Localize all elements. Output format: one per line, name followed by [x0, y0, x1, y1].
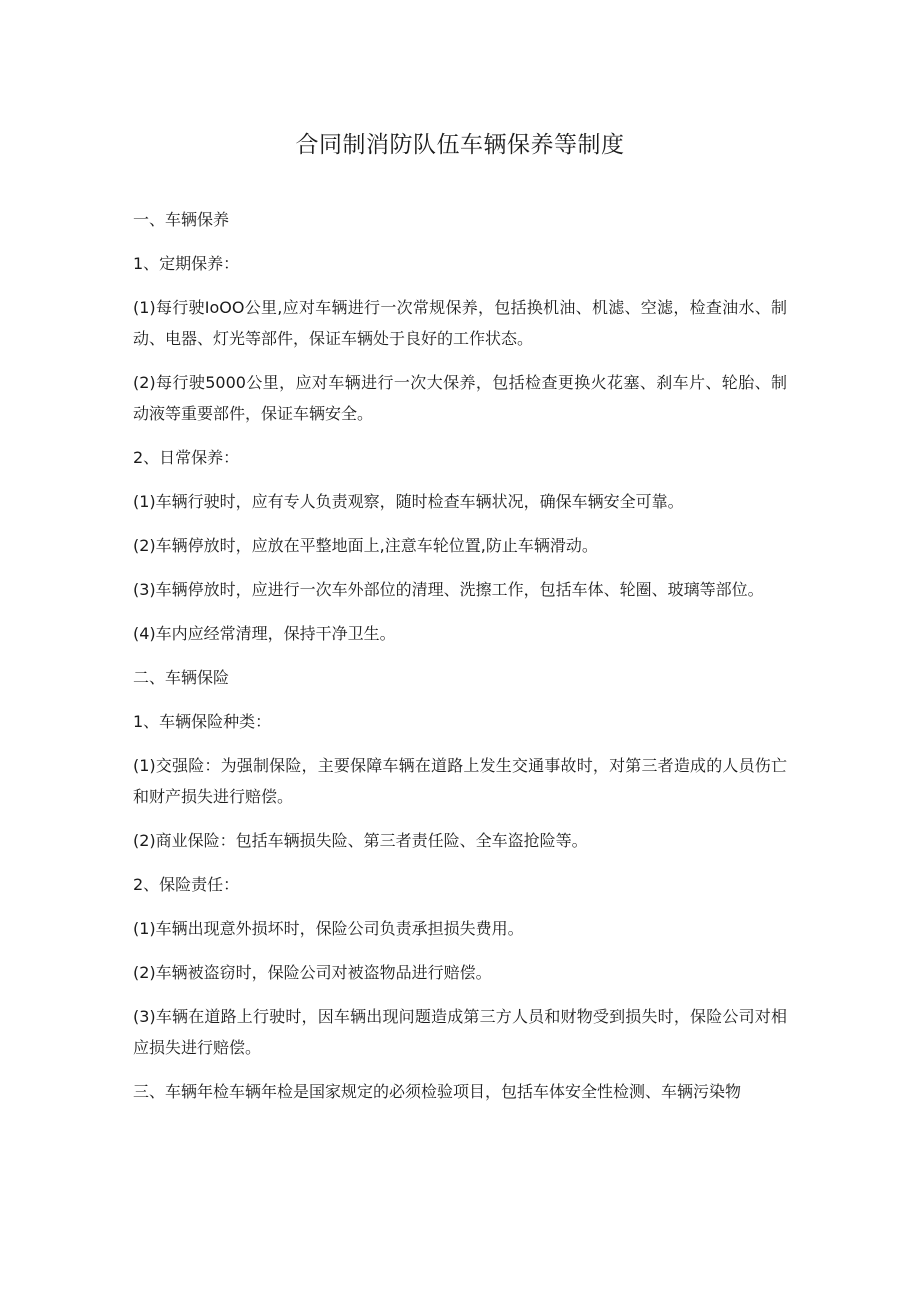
paragraph: (1)车辆出现意外损坏时，保险公司负责承担损失费用。: [133, 919, 524, 938]
paragraph: (3)车辆在道路上行驶时，因车辆出现问题造成第三方人员和财物受到损失时，保险公司对相应损失进行赔偿。: [133, 1007, 787, 1057]
paragraph: (3)车辆停放时，应进行一次车外部位的清理、洗擦工作，包括车体、轮圈、玻璃等部位。: [133, 580, 764, 599]
paragraph: (2)车辆被盗窃时，保险公司对被盗物品进行赔偿。: [133, 963, 492, 982]
paragraph: (1)每行驶IoOO公里,应对车辆进行一次常规保养，包括换机油、机滤、空滤，检查油水、制动、电器、灯光等部件，保证车辆处于良好的工作状态。: [133, 298, 787, 348]
paragraph: (1)交强险：为强制保险，主要保障车辆在道路上发生交通事故时，对第三者造成的人员伤亡和财产损失进行赔偿。: [133, 756, 787, 806]
subheading-regular-maintenance: 1、定期保养：: [133, 254, 240, 273]
subheading-daily-maintenance: 2、日常保养：: [133, 448, 240, 467]
subheading-insurance-types: 1、车辆保险种类：: [133, 712, 272, 731]
section-heading-annual-inspection: 三、车辆年检车辆年检是国家规定的必须检验项目，包括车体安全性检测、车辆污染物: [133, 1082, 742, 1101]
paragraph: (2)每行驶5000公里，应对车辆进行一次大保养，包括检查更换火花塞、刹车片、轮胎、制动液等重要部件，保证车辆安全。: [133, 373, 787, 423]
section-heading-insurance: 二、车辆保险: [133, 668, 230, 687]
section-heading-maintenance: 一、车辆保养: [133, 210, 230, 229]
paragraph: (2)商业保险：包括车辆损失险、第三者责任险、全车盗抢险等。: [133, 831, 588, 850]
document-title: 合同制消防队伍车辆保养等制度: [295, 132, 625, 158]
document-body: [133, 204, 787, 1120]
subheading-insurance-liability: 2、保险责任：: [133, 875, 240, 894]
paragraph: (1)车辆行驶时，应有专人负责观察，随时检查车辆状况，确保车辆安全可靠。: [133, 492, 684, 511]
paragraph: (2)车辆停放时，应放在平整地面上,注意车轮位置,防止车辆滑动。: [133, 536, 598, 555]
paragraph: (4)车内应经常清理，保持干净卫生。: [133, 624, 396, 643]
